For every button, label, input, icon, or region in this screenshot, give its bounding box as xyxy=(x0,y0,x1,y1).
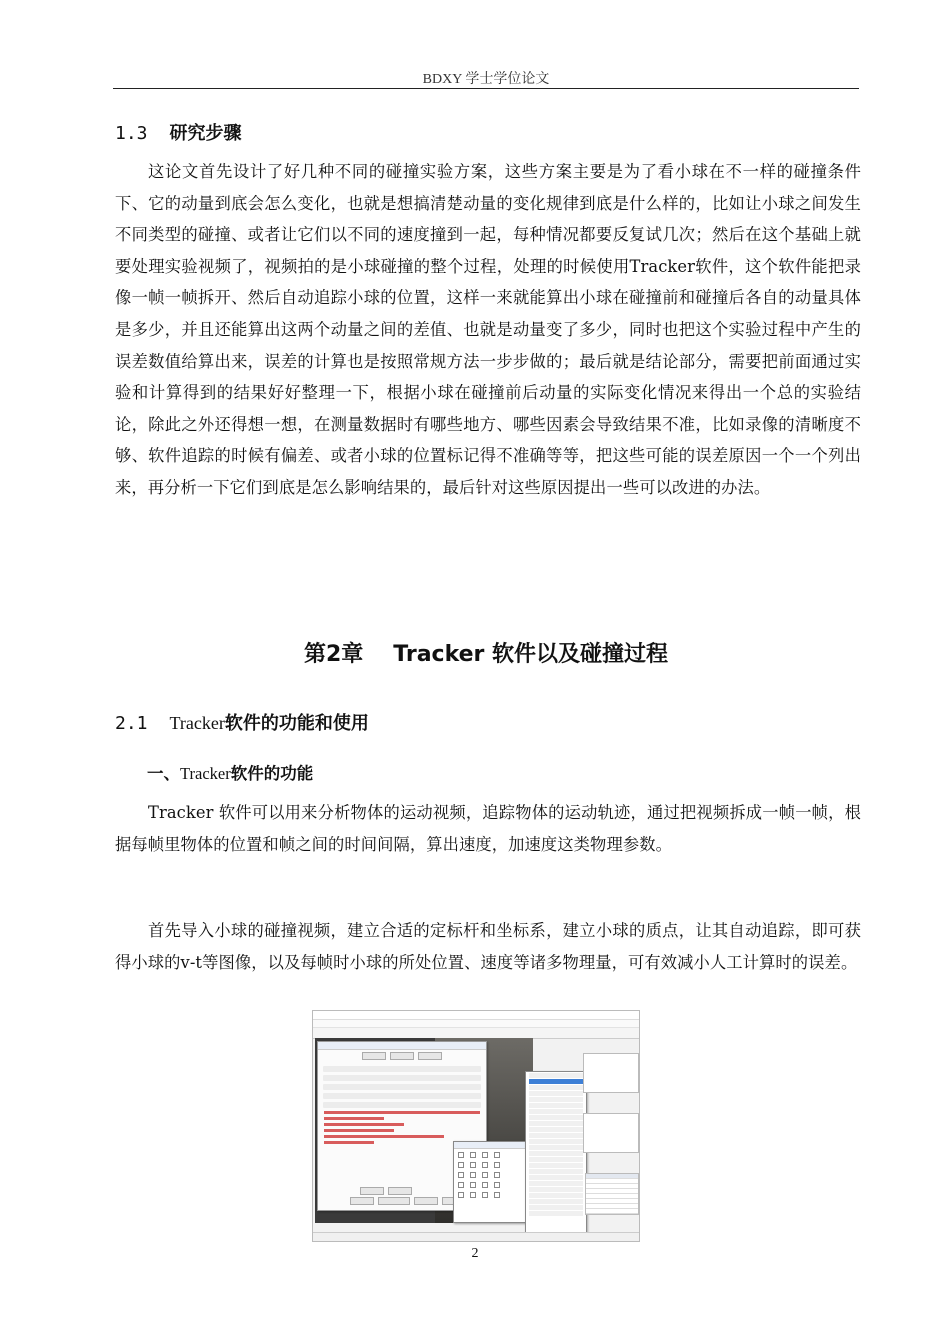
figure-data-table-popup xyxy=(453,1141,535,1223)
running-header: BDXY 学士学位论文 xyxy=(422,72,550,87)
section-title: 研究步骤 xyxy=(169,123,242,144)
paragraph-research-steps: 这论文首先设计了好几种不同的碰撞实验方案，这些方案主要是为了看小球在不一样的碰撞条件下、它的动量到底会怎么变化，也就是想搞清楚动量的变化规律到底是什么样的，比如让小球之间发生不同类型的碰撞、或者让它们以不同的速度撞到一起，每种情况都要反复试几次；然后在这个基础上就要处理实验视频了，视频拍的是小球碰撞的整个过程，处理的时候使用Tracker软件，这个软件能把录像一帧一帧拆开、然后自动追踪小球的位置，这样一来就能算出小球在碰撞前和碰撞后各自的动量具体是多少，并且还能算出这两个动量之间的差值、也就是动量变了多少，同时也把这个实验过程中产生的误差数值给算出来，误差的计算也是按照常规方法一步步做的；最后就是结论部分，需要把前面通过实验和计算得到的结果好好整理一下，根据小球在碰撞前后动量的实际变化情况来得出一个总的实验结论，除此之外还得想一想，在测量数据时有哪些地方、哪些因素会导致结果不准，比如录像的清晰度不够、软件追踪的时候有偏差、或者小球的位置标记得不准确等等，把这些可能的误差原因一个一个列出来，再分析一下它们到底是怎么影响结果的，最后针对这些原因提出一些可以改进的办法。 xyxy=(115,162,861,497)
section-number: 2.1 xyxy=(115,713,148,734)
figure-plot-y xyxy=(583,1113,639,1153)
paragraph-tracker-function: Tracker 软件可以用来分析物体的运动视频，追踪物体的运动轨迹，通过把视频拆成一帧一帧，根据每帧里物体的位置和帧之间的时间间隔，算出速度，加速度这类物理参数。 xyxy=(115,803,861,854)
figure-plot-x xyxy=(583,1053,639,1093)
subsection-rest: 软件的功能 xyxy=(230,764,314,783)
tracker-screenshot-figure xyxy=(312,1010,640,1242)
figure-variable-menu xyxy=(525,1071,587,1242)
chapter-title: Tracker 软件以及碰撞过程 xyxy=(393,642,669,667)
subsection-prefix: 一、 xyxy=(147,764,180,783)
figure-menubar xyxy=(313,1020,639,1028)
paragraph-tracker-usage: 首先导入小球的碰撞视频，建立合适的定标杆和坐标系，建立小球的质点，让其自动追踪，即可获得小球的v-t等图像，以及每帧时小球的所处位置、速度等诸多物理量，可有效减小人工计算时的误差。 xyxy=(115,921,861,972)
section-heading-1-3 xyxy=(115,119,242,145)
figure-window-titlebar xyxy=(313,1011,639,1020)
chapter-heading xyxy=(113,637,859,668)
figure-data-table xyxy=(585,1173,639,1215)
chapter-label: 第2章 xyxy=(303,642,364,667)
subsection-heading xyxy=(147,760,313,784)
section-title-rest: 软件的功能和使用 xyxy=(224,713,369,734)
section-title-latin: Tracker xyxy=(169,713,225,733)
subsection-latin: Tracker xyxy=(180,764,231,783)
section-heading-2-1 xyxy=(115,709,369,735)
figure-statusbar xyxy=(313,1232,639,1241)
header-rule xyxy=(113,88,859,89)
section-number: 1.3 xyxy=(115,123,148,144)
page-number: 2 xyxy=(471,1246,479,1261)
